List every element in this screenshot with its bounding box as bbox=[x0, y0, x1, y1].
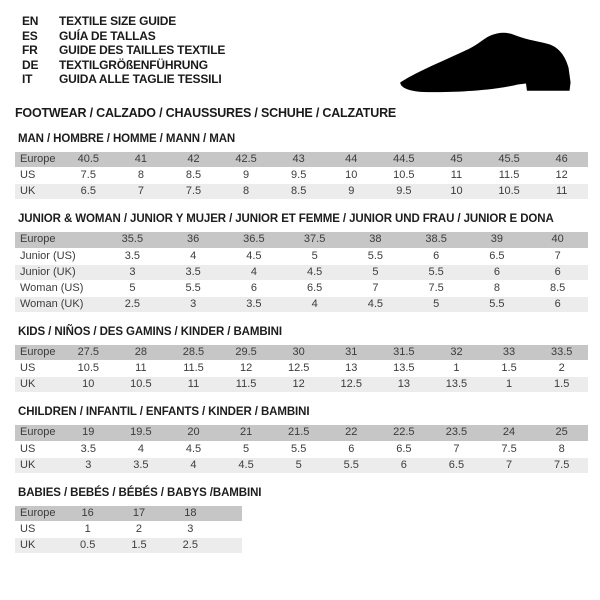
size-value: 5 bbox=[102, 280, 163, 296]
size-value: 6 bbox=[224, 280, 285, 296]
size-value: 6 bbox=[406, 248, 467, 264]
table-row bbox=[15, 345, 588, 361]
size-value: 2.5 bbox=[102, 296, 163, 312]
row-label: US bbox=[15, 441, 62, 457]
size-value: 10.5 bbox=[483, 184, 536, 200]
size-value: 23.5 bbox=[430, 425, 483, 441]
section-kids bbox=[15, 326, 588, 394]
size-value: 4.5 bbox=[345, 296, 406, 312]
row-label: Junior (US) bbox=[15, 248, 102, 264]
size-value: 36 bbox=[163, 232, 224, 248]
table-row bbox=[15, 506, 242, 522]
empty-stub-cell bbox=[216, 538, 242, 554]
empty-stub-cell bbox=[216, 522, 242, 538]
size-value: 46 bbox=[535, 152, 588, 168]
table-row bbox=[15, 232, 588, 248]
size-value: 7.5 bbox=[62, 168, 115, 184]
size-value: 12 bbox=[535, 168, 588, 184]
row-label: UK bbox=[15, 457, 62, 473]
size-table-man bbox=[15, 152, 588, 201]
size-value: 4 bbox=[284, 296, 345, 312]
size-value: 7.5 bbox=[535, 457, 588, 473]
size-value: 6.5 bbox=[378, 441, 431, 457]
size-table-kids bbox=[15, 345, 588, 394]
size-value: 10.5 bbox=[378, 168, 431, 184]
size-value: 8.5 bbox=[272, 184, 325, 200]
language-code: EN bbox=[22, 14, 39, 28]
row-label: Woman (UK) bbox=[15, 296, 102, 312]
row-label: US bbox=[15, 361, 62, 377]
size-value: 40.5 bbox=[62, 152, 115, 168]
size-value: 4 bbox=[224, 264, 285, 280]
size-value: 30 bbox=[272, 345, 325, 361]
size-value: 4 bbox=[167, 457, 220, 473]
table-row bbox=[15, 168, 588, 184]
row-label: UK bbox=[15, 377, 62, 393]
size-value: 5.5 bbox=[325, 457, 378, 473]
size-value: 8 bbox=[115, 168, 168, 184]
size-value: 11 bbox=[167, 377, 220, 393]
size-value: 6.5 bbox=[62, 184, 115, 200]
section-title-junior-woman: JUNIOR & WOMAN / JUNIOR Y MUJER / JUNIOR ET FEMME / JUNIOR UND FRAU / JUNIOR E DONA bbox=[18, 213, 554, 225]
size-value: 2.5 bbox=[165, 538, 216, 554]
size-value: 6.5 bbox=[467, 248, 528, 264]
size-value: 5 bbox=[345, 264, 406, 280]
size-value: 3.5 bbox=[163, 264, 224, 280]
section-babies bbox=[15, 487, 588, 555]
size-value: 6 bbox=[527, 264, 588, 280]
size-value: 7 bbox=[345, 280, 406, 296]
language-code: DE bbox=[22, 57, 39, 72]
size-value: 19.5 bbox=[115, 425, 168, 441]
size-value: 6.5 bbox=[430, 457, 483, 473]
table-row bbox=[15, 522, 242, 538]
size-value: 22.5 bbox=[378, 425, 431, 441]
size-value: 1.5 bbox=[113, 538, 164, 554]
size-value: 3 bbox=[62, 457, 115, 473]
row-label: US bbox=[15, 168, 62, 184]
size-value: 45.5 bbox=[483, 152, 536, 168]
empty-stub-cell bbox=[216, 506, 242, 522]
size-value: 6 bbox=[527, 296, 588, 312]
size-value: 13.5 bbox=[378, 361, 431, 377]
table-row bbox=[15, 296, 588, 312]
size-value: 42 bbox=[167, 152, 220, 168]
language-label: GUÍA DE TALLAS bbox=[59, 28, 156, 43]
size-value: 25 bbox=[535, 425, 588, 441]
size-value: 8.5 bbox=[167, 168, 220, 184]
language-code: FR bbox=[22, 43, 38, 57]
size-value: 36.5 bbox=[224, 232, 285, 248]
size-value: 20 bbox=[167, 425, 220, 441]
size-value: 10.5 bbox=[62, 361, 115, 377]
size-value: 4.5 bbox=[224, 248, 285, 264]
size-value: 16 bbox=[62, 506, 113, 522]
size-value: 11.5 bbox=[483, 168, 536, 184]
size-value: 4 bbox=[115, 441, 168, 457]
size-value: 5 bbox=[272, 457, 325, 473]
table-row bbox=[15, 361, 588, 377]
size-value: 9 bbox=[220, 168, 273, 184]
section-title-kids: KIDS / NIÑOS / DES GAMINS / KINDER / BAMBINI bbox=[18, 325, 282, 338]
size-value: 33 bbox=[483, 345, 536, 361]
language-code: IT bbox=[22, 72, 33, 86]
size-value: 11 bbox=[115, 361, 168, 377]
size-value: 3 bbox=[165, 522, 216, 538]
row-label: UK bbox=[15, 184, 62, 200]
size-value: 1.5 bbox=[483, 361, 536, 377]
size-value: 6 bbox=[378, 457, 431, 473]
size-value: 24 bbox=[483, 425, 536, 441]
table-row bbox=[15, 441, 588, 457]
row-label: Europe bbox=[15, 425, 62, 441]
size-value: 10 bbox=[325, 168, 378, 184]
size-value: 8 bbox=[220, 184, 273, 200]
size-value: 13 bbox=[378, 377, 431, 393]
language-label: TEXTILE SIZE GUIDE bbox=[59, 14, 177, 28]
size-value: 3.5 bbox=[102, 248, 163, 264]
size-value: 2 bbox=[535, 361, 588, 377]
table-row bbox=[15, 457, 588, 473]
size-value: 28 bbox=[115, 345, 168, 361]
size-value: 39 bbox=[467, 232, 528, 248]
size-value: 3.5 bbox=[115, 457, 168, 473]
size-value: 7.5 bbox=[167, 184, 220, 200]
dress-shoe-icon bbox=[380, 32, 600, 116]
size-table-babies bbox=[15, 506, 242, 555]
table-row bbox=[15, 184, 588, 200]
size-value: 21 bbox=[220, 425, 273, 441]
size-value: 10.5 bbox=[115, 377, 168, 393]
size-value: 12.5 bbox=[272, 361, 325, 377]
language-code: ES bbox=[22, 28, 38, 43]
row-label: Europe bbox=[15, 232, 102, 248]
size-value: 7 bbox=[483, 457, 536, 473]
size-value: 1 bbox=[62, 522, 113, 538]
size-value: 12 bbox=[272, 377, 325, 393]
size-value: 11 bbox=[535, 184, 588, 200]
size-value: 7 bbox=[115, 184, 168, 200]
size-value: 40 bbox=[527, 232, 588, 248]
size-value: 6 bbox=[325, 441, 378, 457]
size-value: 17 bbox=[113, 506, 164, 522]
size-value: 6.5 bbox=[284, 280, 345, 296]
section-title-children: CHILDREN / INFANTIL / ENFANTS / KINDER / BAMBINI bbox=[18, 406, 310, 418]
size-value: 43 bbox=[272, 152, 325, 168]
size-value: 41 bbox=[115, 152, 168, 168]
size-value: 33.5 bbox=[535, 345, 588, 361]
size-value: 31.5 bbox=[378, 345, 431, 361]
size-value: 11.5 bbox=[167, 361, 220, 377]
size-value: 4.5 bbox=[220, 457, 273, 473]
size-value: 22 bbox=[325, 425, 378, 441]
size-value: 5.5 bbox=[467, 296, 528, 312]
row-label: Junior (UK) bbox=[15, 264, 102, 280]
size-value: 5 bbox=[284, 248, 345, 264]
size-value: 8.5 bbox=[527, 280, 588, 296]
size-value: 5.5 bbox=[272, 441, 325, 457]
size-value: 29.5 bbox=[220, 345, 273, 361]
size-value: 0.5 bbox=[62, 538, 113, 554]
size-value: 5 bbox=[220, 441, 273, 457]
size-value: 37.5 bbox=[284, 232, 345, 248]
size-value: 11 bbox=[430, 168, 483, 184]
size-value: 27.5 bbox=[62, 345, 115, 361]
table-row bbox=[15, 152, 588, 168]
size-value: 7.5 bbox=[406, 280, 467, 296]
size-value: 10 bbox=[430, 184, 483, 200]
table-row bbox=[15, 425, 588, 441]
size-value: 3 bbox=[102, 264, 163, 280]
row-label: Woman (US) bbox=[15, 280, 102, 296]
size-table-children bbox=[15, 425, 588, 474]
size-value: 13.5 bbox=[430, 377, 483, 393]
size-value: 1 bbox=[483, 377, 536, 393]
size-table-junior-woman bbox=[15, 232, 588, 313]
section-title-man: MAN / HOMBRE / HOMME / MANN / MAN bbox=[18, 132, 236, 145]
size-value: 9 bbox=[325, 184, 378, 200]
size-value: 13 bbox=[325, 361, 378, 377]
size-value: 8 bbox=[467, 280, 528, 296]
row-label: US bbox=[15, 522, 62, 538]
row-label: Europe bbox=[15, 152, 62, 168]
size-value: 5.5 bbox=[345, 248, 406, 264]
size-value: 8 bbox=[535, 441, 588, 457]
table-row bbox=[15, 377, 588, 393]
language-label: TEXTILGRÖßENFÜHRUNG bbox=[59, 57, 208, 72]
size-value: 5 bbox=[406, 296, 467, 312]
size-value: 7.5 bbox=[483, 441, 536, 457]
table-row bbox=[15, 264, 588, 280]
size-value: 18 bbox=[165, 506, 216, 522]
language-label: GUIDA ALLE TAGLIE TESSILI bbox=[59, 72, 222, 86]
size-value: 28.5 bbox=[167, 345, 220, 361]
size-value: 38.5 bbox=[406, 232, 467, 248]
size-value: 32 bbox=[430, 345, 483, 361]
size-value: 12.5 bbox=[325, 377, 378, 393]
size-value: 9.5 bbox=[378, 184, 431, 200]
section-man bbox=[15, 133, 588, 201]
size-value: 3.5 bbox=[62, 441, 115, 457]
size-value: 45 bbox=[430, 152, 483, 168]
row-label: Europe bbox=[15, 345, 62, 361]
size-value: 4.5 bbox=[284, 264, 345, 280]
size-value: 7 bbox=[430, 441, 483, 457]
size-value: 11.5 bbox=[220, 377, 273, 393]
row-label: UK bbox=[15, 538, 62, 554]
size-value: 4 bbox=[163, 248, 224, 264]
category-heading: FOOTWEAR / CALZADO / CHAUSSURES / SCHUHE / CALZATURE bbox=[15, 105, 397, 120]
size-value: 1 bbox=[430, 361, 483, 377]
size-value: 6 bbox=[467, 264, 528, 280]
size-value: 3 bbox=[163, 296, 224, 312]
size-value: 9.5 bbox=[272, 168, 325, 184]
section-children bbox=[15, 406, 588, 474]
size-value: 3.5 bbox=[224, 296, 285, 312]
size-value: 5.5 bbox=[163, 280, 224, 296]
row-label: Europe bbox=[15, 506, 62, 522]
size-value: 19 bbox=[62, 425, 115, 441]
table-row bbox=[15, 248, 588, 264]
section-junior-woman bbox=[15, 213, 588, 313]
size-value: 10 bbox=[62, 377, 115, 393]
size-value: 38 bbox=[345, 232, 406, 248]
size-value: 1.5 bbox=[535, 377, 588, 393]
size-value: 31 bbox=[325, 345, 378, 361]
size-value: 21.5 bbox=[272, 425, 325, 441]
size-value: 42.5 bbox=[220, 152, 273, 168]
language-row-en bbox=[22, 14, 588, 29]
size-value: 5.5 bbox=[406, 264, 467, 280]
size-value: 7 bbox=[527, 248, 588, 264]
section-title-babies: BABIES / BEBÉS / BÉBÉS / BABYS /BAMBINI bbox=[18, 486, 262, 499]
size-value: 44 bbox=[325, 152, 378, 168]
language-label: GUIDE DES TAILLES TEXTILE bbox=[59, 43, 226, 57]
size-value: 44.5 bbox=[378, 152, 431, 168]
size-value: 12 bbox=[220, 361, 273, 377]
table-row bbox=[15, 538, 242, 554]
size-value: 2 bbox=[113, 522, 164, 538]
size-value: 4.5 bbox=[167, 441, 220, 457]
table-row bbox=[15, 280, 588, 296]
size-value: 35.5 bbox=[102, 232, 163, 248]
